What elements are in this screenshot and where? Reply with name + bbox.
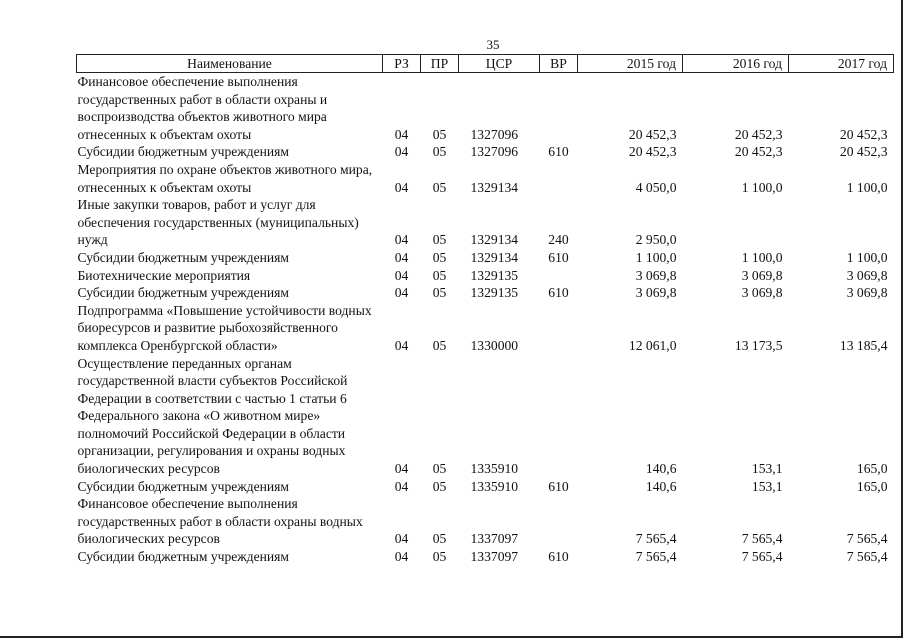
- row-rz: 04: [394, 267, 409, 283]
- row-2015: 4 050,0: [635, 179, 677, 195]
- row-2016: 20 452,3: [734, 126, 783, 142]
- row-2017: [789, 196, 894, 249]
- row-vr: 240: [548, 232, 569, 248]
- row-rz: 04: [394, 179, 409, 195]
- row-2017: 165,0: [856, 478, 888, 494]
- row-pr: 05: [432, 144, 447, 160]
- row-csr: 1337097: [470, 549, 519, 565]
- row-2015: 1 100,0: [635, 249, 677, 265]
- table-row: [77, 249, 894, 267]
- row-pr: 05: [432, 126, 447, 142]
- row-name: Мероприятия по охране объектов животного мира, отнесенных к объектам охоты: [77, 161, 373, 195]
- row-vr: 610: [548, 285, 569, 301]
- row-vr: [540, 267, 578, 285]
- row-name: Субсидии бюджетным учреждениям: [77, 249, 290, 265]
- row-vr: [540, 161, 578, 196]
- page-number: 35: [486, 37, 500, 52]
- row-name: Субсидии бюджетным учреждениям: [77, 549, 290, 565]
- row-2016: [683, 196, 789, 249]
- row-pr: 05: [432, 531, 447, 547]
- row-2015: 7 565,4: [635, 549, 677, 565]
- row-pr: 05: [432, 549, 447, 565]
- row-2016: 20 452,3: [734, 144, 783, 160]
- row-2017: 3 069,8: [846, 267, 888, 283]
- header-rz: РЗ: [383, 55, 421, 73]
- row-csr: 1329134: [470, 179, 519, 195]
- row-2016: 7 565,4: [741, 531, 783, 547]
- table-header: [77, 55, 894, 73]
- row-pr: 05: [432, 337, 447, 353]
- row-rz: 04: [394, 461, 409, 477]
- header-2015: 2015 год: [578, 55, 683, 73]
- row-vr: 610: [548, 249, 569, 265]
- table-row: [77, 302, 894, 355]
- row-2016: 1 100,0: [741, 179, 783, 195]
- row-2015: 140,6: [645, 461, 677, 477]
- row-2015: 2 950,0: [635, 232, 677, 248]
- row-pr: 05: [432, 461, 447, 477]
- table-row: [77, 478, 894, 496]
- row-name: Осуществление переданных органам государственной власти субъектов Российской Федерации в соответствии с частью 1 статьи 6 Федерального закона «О животном мире» полномочий Российской Федерации в области организации, регулирования и охраны водных биологических ресурсов: [77, 355, 348, 477]
- row-csr: 1327096: [470, 144, 519, 160]
- row-2017: 13 185,4: [839, 337, 888, 353]
- row-2017: 1 100,0: [846, 179, 888, 195]
- header-name: Наименование: [77, 55, 383, 73]
- row-csr: 1329135: [470, 267, 519, 283]
- row-rz: 04: [394, 144, 409, 160]
- row-pr: 05: [432, 267, 447, 283]
- row-2016: 1 100,0: [741, 249, 783, 265]
- row-rz: 04: [394, 531, 409, 547]
- header-2016: 2016 год: [683, 55, 789, 73]
- budget-table: [76, 54, 894, 566]
- row-2015: 12 061,0: [628, 337, 677, 353]
- row-pr: 05: [432, 249, 447, 265]
- row-pr: 05: [432, 179, 447, 195]
- row-vr: 610: [548, 549, 569, 565]
- table-row: [77, 143, 894, 161]
- row-vr: 610: [548, 478, 569, 494]
- row-csr: 1335910: [470, 478, 519, 494]
- row-2016: 153,1: [751, 478, 783, 494]
- row-name: Биотехнические мероприятия: [77, 267, 251, 283]
- header-csr: ЦСР: [459, 55, 540, 73]
- row-rz: 04: [394, 337, 409, 353]
- row-rz: 04: [394, 549, 409, 565]
- table-row: [77, 73, 894, 144]
- row-name: Иные закупки товаров, работ и услуг для обеспечения государственных (муниципальных) нужд: [77, 197, 359, 248]
- row-rz: 04: [394, 249, 409, 265]
- row-csr: 1329134: [470, 232, 519, 248]
- row-pr: 05: [432, 232, 447, 248]
- row-2017: 20 452,3: [839, 144, 888, 160]
- row-csr: 1330000: [470, 337, 519, 353]
- row-2017: 7 565,4: [846, 549, 888, 565]
- row-2015: 20 452,3: [628, 144, 677, 160]
- row-2016: 7 565,4: [741, 549, 783, 565]
- table-row: [77, 161, 894, 196]
- row-vr: [540, 355, 578, 478]
- table-row: [77, 196, 894, 249]
- row-2017: 20 452,3: [839, 126, 888, 142]
- row-2015: 7 565,4: [635, 531, 677, 547]
- row-vr: [540, 73, 578, 144]
- row-csr: 1329134: [470, 249, 519, 265]
- row-name: Субсидии бюджетным учреждениям: [77, 144, 290, 160]
- table-row: [77, 355, 894, 478]
- row-rz: 04: [394, 232, 409, 248]
- row-csr: 1327096: [470, 126, 519, 142]
- row-2015: 3 069,8: [635, 267, 677, 283]
- row-2016: 153,1: [751, 461, 783, 477]
- row-pr: 05: [432, 478, 447, 494]
- table-row: [77, 495, 894, 548]
- row-2015: 3 069,8: [635, 285, 677, 301]
- row-vr: 610: [548, 144, 569, 160]
- row-name: Субсидии бюджетным учреждениям: [77, 285, 290, 301]
- row-name: Подпрограмма «Повышение устойчивости водных биоресурсов и развитие рыбохозяйственного комплекса Оренбургской области»: [77, 302, 372, 353]
- table-row: [77, 284, 894, 302]
- header-vr: ВР: [540, 55, 578, 73]
- row-2017: 1 100,0: [846, 249, 888, 265]
- table-row: [77, 548, 894, 566]
- row-name: Субсидии бюджетным учреждениям: [77, 478, 290, 494]
- row-csr: 1337097: [470, 531, 519, 547]
- row-2017: 7 565,4: [846, 531, 888, 547]
- table-body: [77, 73, 894, 566]
- table-row: [77, 267, 894, 285]
- header-2017: 2017 год: [789, 55, 894, 73]
- row-2016: 3 069,8: [741, 267, 783, 283]
- header-pr: ПР: [421, 55, 459, 73]
- row-2017: 3 069,8: [846, 285, 888, 301]
- row-2017: 165,0: [856, 461, 888, 477]
- row-csr: 1329135: [470, 285, 519, 301]
- row-pr: 05: [432, 285, 447, 301]
- row-vr: [540, 302, 578, 355]
- row-name: Финансовое обеспечение выполнения государственных работ в области охраны и воспроизводства объектов животного мира отнесенных к объектам охоты: [77, 74, 328, 142]
- row-rz: 04: [394, 285, 409, 301]
- row-2016: 3 069,8: [741, 285, 783, 301]
- row-rz: 04: [394, 126, 409, 142]
- row-2016: 13 173,5: [734, 337, 783, 353]
- row-csr: 1335910: [470, 461, 519, 477]
- row-rz: 04: [394, 478, 409, 494]
- row-2015: 20 452,3: [628, 126, 677, 142]
- row-2015: 140,6: [645, 478, 677, 494]
- row-name: Финансовое обеспечение выполнения государственных работ в области охраны водных биологических ресурсов: [77, 496, 363, 547]
- row-vr: [540, 495, 578, 548]
